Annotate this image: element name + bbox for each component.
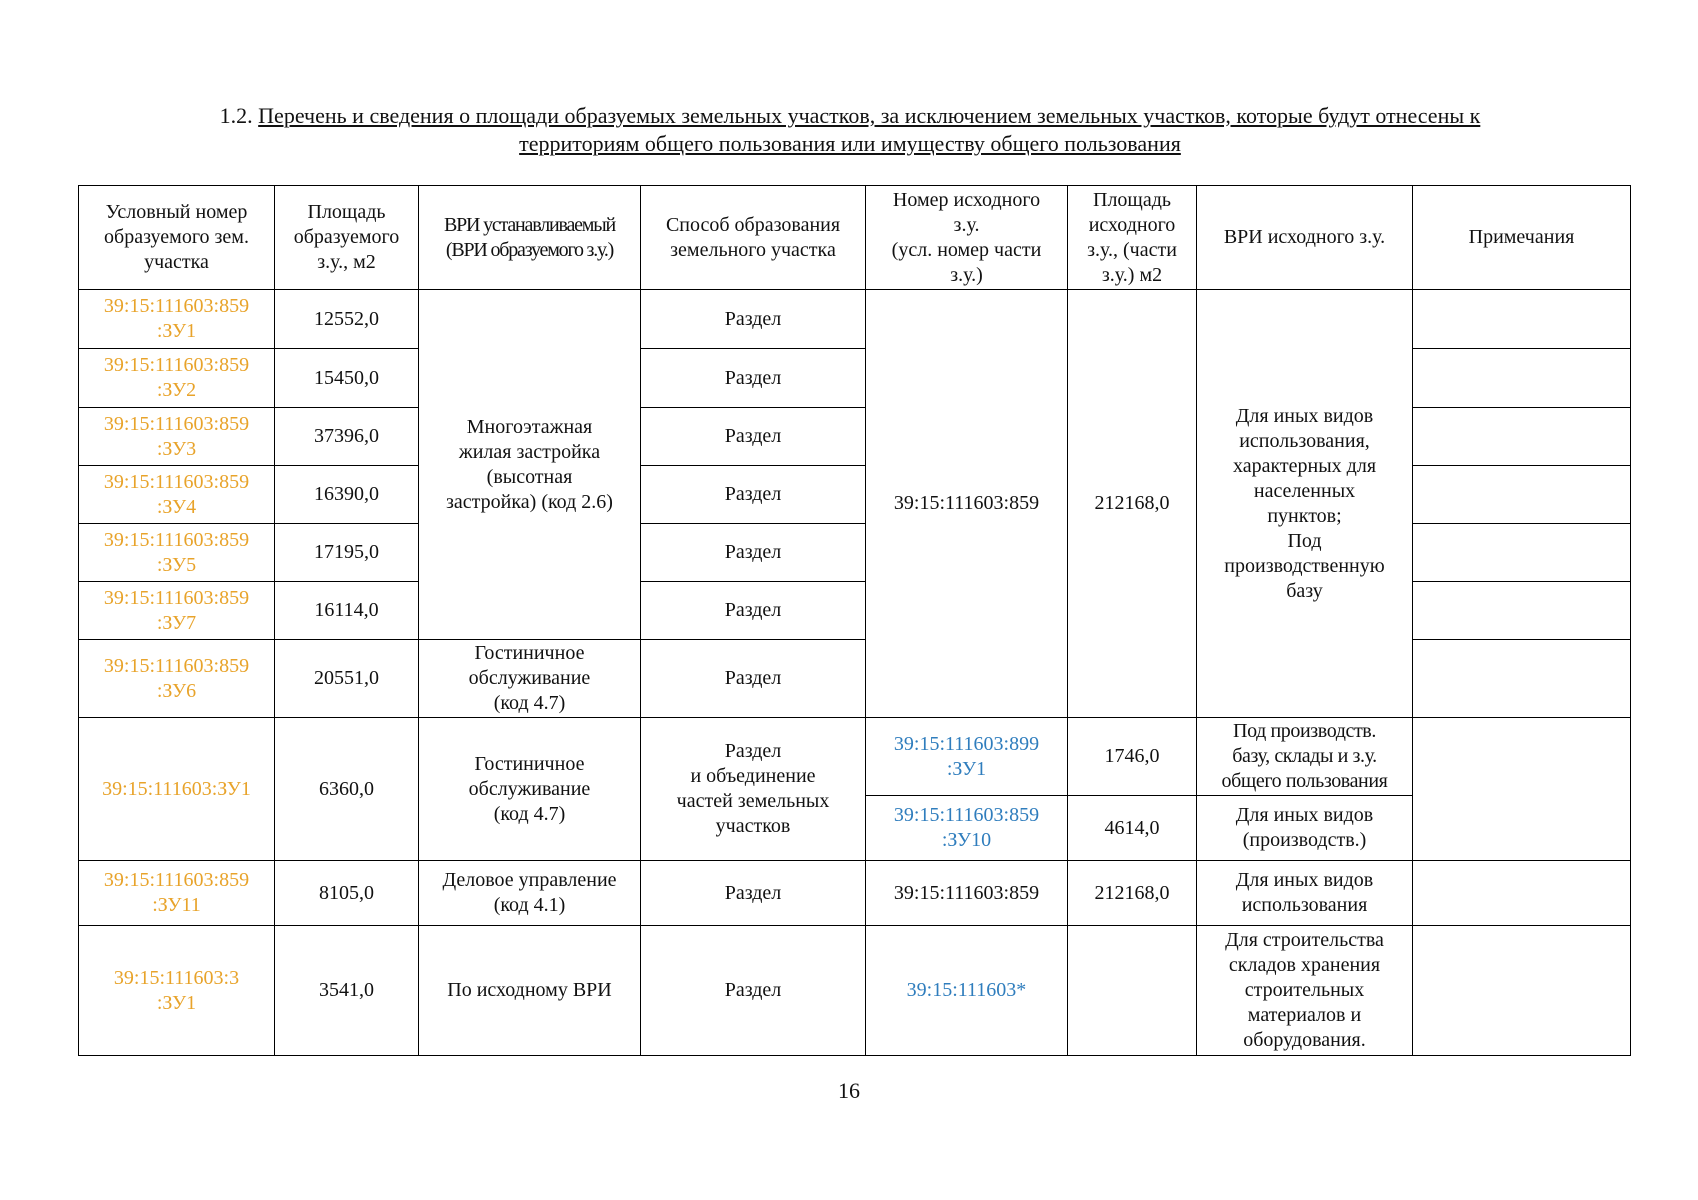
header-notes: Примечания <box>1413 186 1631 290</box>
conditional-number-cell: 39:15:111603:859 :ЗУ2 <box>79 349 275 408</box>
source-area-cell: 212168,0 <box>1068 290 1197 718</box>
plot-area-cell: 20551,0 <box>275 640 419 718</box>
plot-area-cell: 16390,0 <box>275 466 419 524</box>
section-title-line1: Перечень и сведения о площади образуемых земельных участков, за исключением земельных участков, которые будут отнесены к <box>258 103 1481 128</box>
source-area-cell <box>1068 926 1197 1056</box>
header-plot-area: Площадь образуемого з.у., м2 <box>275 186 419 290</box>
formation-method-cell: Раздел <box>641 466 866 524</box>
permitted-use-cell: Многоэтажная жилая застройка (высотная застройка) (код 2.6) <box>419 290 641 640</box>
header-source-area: Площадь исходного з.у., (части з.у.) м2 <box>1068 186 1197 290</box>
formation-method-cell: Раздел и объединение частей земельных участков <box>641 718 866 861</box>
source-permitted-use-cell: Под производств. базу, склады и з.у. общего пользования <box>1197 718 1413 796</box>
header-source-permitted-use: ВРИ исходного з.у. <box>1197 186 1413 290</box>
formation-method-cell: Раздел <box>641 349 866 408</box>
formation-method-cell: Раздел <box>641 926 866 1056</box>
table-row <box>79 926 1631 1056</box>
plot-area-cell: 37396,0 <box>275 408 419 466</box>
header-formation-method: Способ образования земельного участка <box>641 186 866 290</box>
source-number-cell: 39:15:111603:859 <box>866 290 1068 718</box>
conditional-number-cell: 39:15:111603:859 :ЗУ1 <box>79 290 275 349</box>
formation-method-cell: Раздел <box>641 290 866 349</box>
land-plots-table <box>78 185 1631 1056</box>
notes-cell <box>1413 861 1631 926</box>
section-title-line2: территориям общего пользования или имуществу общего пользования <box>519 131 1181 156</box>
source-permitted-use-cell: Для иных видов использования <box>1197 861 1413 926</box>
plot-area-cell: 6360,0 <box>275 718 419 861</box>
plot-area-cell: 17195,0 <box>275 524 419 582</box>
page-number: 16 <box>838 1078 860 1103</box>
notes-cell <box>1413 524 1631 582</box>
source-area-cell: 1746,0 <box>1068 718 1197 796</box>
source-number-cell: 39:15:111603:899 :ЗУ1 <box>866 718 1068 796</box>
notes-cell <box>1413 926 1631 1056</box>
formation-method-cell: Раздел <box>641 640 866 718</box>
permitted-use-cell: Гостиничное обслуживание (код 4.7) <box>419 640 641 718</box>
table-row <box>79 290 1631 349</box>
conditional-number-cell: 39:15:111603:859 :ЗУ4 <box>79 466 275 524</box>
header-permitted-use: ВРИ устанавливаемый (ВРИ образуемого з.у.) <box>419 186 641 290</box>
section-heading <box>140 102 1560 158</box>
source-permitted-use-cell: Для иных видов использования, характерных для населенных пунктов; Под производственную базу <box>1197 290 1413 718</box>
source-area-cell: 4614,0 <box>1068 796 1197 861</box>
source-number-cell: 39:15:111603:859 :ЗУ10 <box>866 796 1068 861</box>
plot-area-cell: 16114,0 <box>275 582 419 640</box>
conditional-number-cell: 39:15:111603:859 :ЗУ6 <box>79 640 275 718</box>
section-number: 1.2. <box>219 103 253 128</box>
formation-method-cell: Раздел <box>641 582 866 640</box>
conditional-number-cell: 39:15:111603:859 :ЗУ11 <box>79 861 275 926</box>
header-row <box>79 186 1631 290</box>
table-row <box>79 861 1631 926</box>
permitted-use-cell: По исходному ВРИ <box>419 926 641 1056</box>
plot-area-cell: 15450,0 <box>275 349 419 408</box>
permitted-use-cell: Деловое управление (код 4.1) <box>419 861 641 926</box>
notes-cell <box>1413 290 1631 349</box>
plot-area-cell: 12552,0 <box>275 290 419 349</box>
notes-cell <box>1413 640 1631 718</box>
plot-area-cell: 8105,0 <box>275 861 419 926</box>
notes-cell <box>1413 349 1631 408</box>
source-number-cell: 39:15:111603:859 <box>866 861 1068 926</box>
conditional-number-cell: 39:15:111603:3 :ЗУ1 <box>79 926 275 1056</box>
notes-cell <box>1413 466 1631 524</box>
formation-method-cell: Раздел <box>641 861 866 926</box>
formation-method-cell: Раздел <box>641 524 866 582</box>
permitted-use-cell: Гостиничное обслуживание (код 4.7) <box>419 718 641 861</box>
source-permitted-use-cell: Для иных видов (производств.) <box>1197 796 1413 861</box>
notes-cell <box>1413 408 1631 466</box>
source-area-cell: 212168,0 <box>1068 861 1197 926</box>
conditional-number-cell: 39:15:111603:859 :ЗУ3 <box>79 408 275 466</box>
notes-cell <box>1413 718 1631 861</box>
conditional-number-cell: 39:15:111603:ЗУ1 <box>79 718 275 861</box>
notes-cell <box>1413 582 1631 640</box>
source-permitted-use-cell: Для строительства складов хранения строительных материалов и оборудования. <box>1197 926 1413 1056</box>
source-number-cell: 39:15:111603* <box>866 926 1068 1056</box>
formation-method-cell: Раздел <box>641 408 866 466</box>
table-row <box>79 718 1631 796</box>
conditional-number-cell: 39:15:111603:859 :ЗУ5 <box>79 524 275 582</box>
header-source-number: Номер исходного з.у. (усл. номер части з.у.) <box>866 186 1068 290</box>
plot-area-cell: 3541,0 <box>275 926 419 1056</box>
conditional-number-cell: 39:15:111603:859 :ЗУ7 <box>79 582 275 640</box>
header-conditional-number: Условный номер образуемого зем. участка <box>79 186 275 290</box>
